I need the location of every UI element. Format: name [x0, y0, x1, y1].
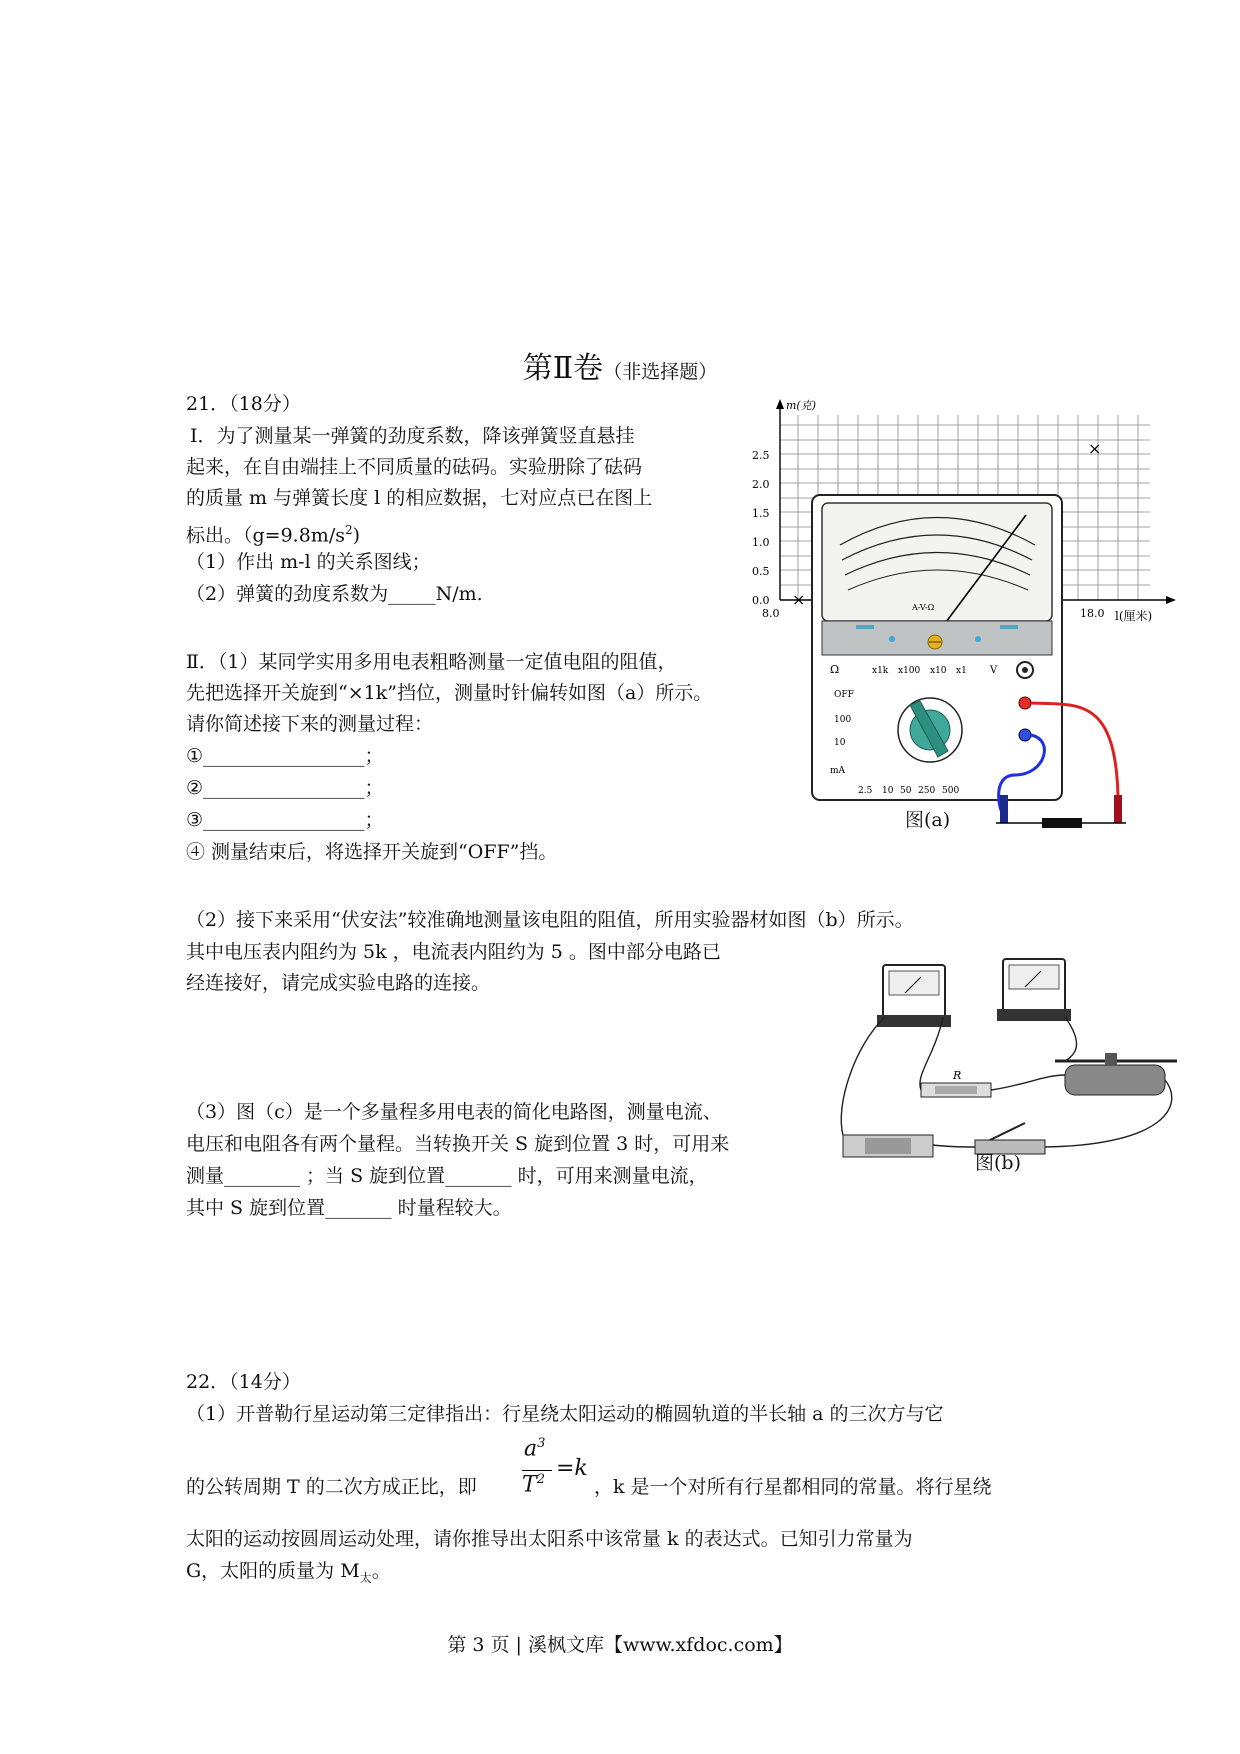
q21-sub3-line2: 电压和电阻各有两个量程。当转换开关 S 旋到位置 3 时，可用来 [186, 1133, 730, 1155]
q22-header: 22．（14分） [186, 1371, 301, 1393]
graph-y-tick-0: 0.0 [752, 594, 770, 607]
graph-y-tick-4: 2.0 [752, 478, 770, 491]
figure-a [752, 395, 1180, 840]
q22-line4: G，太阳的质量为 $M_太$。 [186, 1560, 391, 1585]
meter-label-10: 10 [834, 738, 846, 748]
q21-step-2: ②_________________； [186, 777, 384, 799]
meter-label-off: OFF [834, 690, 854, 700]
q21-step-4: ④ 测量结束后，将选择开关旋到“OFF”挡。 [186, 841, 558, 863]
meter-range-10: 10 [882, 786, 894, 796]
meter-label-x100: x100 [898, 666, 921, 676]
graph-point-mark-origin: × [792, 590, 806, 609]
q21-part2-line3: 请你简述接下来的测量过程： [186, 713, 434, 735]
q21-part1-line1: Ⅰ．为了测量某一弹簧的劲度系数，降该弹簧竖直悬挂 [190, 425, 635, 447]
section-title-sub: （非选择题） [603, 361, 718, 383]
formula-rhs: =k [556, 1456, 588, 1481]
rheostat [1055, 1053, 1177, 1095]
graph-point-mark: × [1088, 439, 1102, 458]
q22-line3: 太阳的运动按圆周运动处理，请你推导出太阳系中该常量 k 的表达式。已知引力常量为 [186, 1528, 913, 1550]
meter-range-500: 500 [942, 786, 960, 796]
q21-sub3-line1: （3）图（c）是一个多量程多用电表的简化电路图，测量电流、 [186, 1101, 722, 1123]
formula-numerator: $a^3$ [524, 1436, 546, 1462]
q21-sub2-line2: 其中电压表内阻约为 5k ，电流表内阻约为 5 。图中部分电路已 [186, 941, 721, 963]
graph-y-tick-5: 2.5 [752, 449, 770, 462]
q21-part2-line1: Ⅱ．（1）某同学实用多用电表粗略测量一定值电阻的阻值， [186, 651, 677, 673]
resistor-label: R [953, 1069, 962, 1082]
resistor [921, 1069, 991, 1097]
q21-part1-question2: （2）弹簧的劲度系数为_____N/m. [186, 583, 483, 605]
graph-y-tick-3: 1.5 [752, 507, 770, 520]
q21-part1-line3: 的质量 m 与弹簧长度 l 的相应数据，七对应点已在图上 [186, 487, 653, 509]
meter-label-100: 100 [834, 715, 852, 725]
q21-part1-line2: 起来，在自由端挂上不同质量的砝码。实验册除了砝码 [186, 456, 643, 478]
ammeter [877, 965, 951, 1027]
meter-range-250: 250 [918, 786, 936, 796]
meter-label-ohm: Ω [830, 663, 840, 676]
graph-y-tick-1: 0.5 [752, 565, 770, 578]
meter-label-v: V [990, 665, 998, 676]
q21-sub2-line3: 经连接好，请完成实验电路的连接。 [186, 972, 491, 994]
meter-label-x1k: x1k [872, 666, 889, 676]
q21-sub3-line4: 其中 S 旋到位置_______ 时量程较大。 [186, 1197, 512, 1219]
q21-part1-gravity: 标出。$(g=9.8m/s^2)$ [186, 523, 361, 547]
q22-line2-prefix: 的公转周期 T 的二次方成正比，即 [186, 1476, 477, 1498]
graph-x-label: l(厘米) [1115, 609, 1153, 623]
q21-part1-question1: （1）作出 m-l 的关系图线； [186, 551, 431, 573]
q21-step-3: ③_________________； [186, 809, 384, 831]
fraction-bar [522, 1470, 552, 1471]
figure-b-circuit [825, 955, 1205, 1175]
section-title-main: 第Ⅱ卷 [522, 351, 604, 386]
meter-scale-text: A-V-Ω [912, 603, 935, 612]
graph-x-tick-0: 8.0 [762, 607, 780, 620]
meter-label-x1: x1 [956, 666, 967, 676]
battery [843, 1135, 933, 1157]
voltmeter [997, 959, 1071, 1021]
meter-range-2-5: 2.5 [858, 786, 873, 796]
graph-x-tick-1: 18.0 [1080, 607, 1105, 620]
section-title [0, 343, 1240, 387]
meter-label-x10: x10 [930, 666, 947, 676]
graph-y-label: m(克) [786, 399, 817, 412]
q21-step-1: ①_________________； [186, 745, 384, 767]
q22-line1: （1）开普勒行星运动第三定律指出：行星绕太阳运动的椭圆轨道的半长轴 a 的三次方与它 [186, 1403, 944, 1425]
meter-range-50: 50 [900, 786, 912, 796]
q22-line2-suffix: ，k 是一个对所有行星都相同的常量。将行星绕 [594, 1476, 992, 1498]
figure-b-caption: 图(b) [975, 1152, 1021, 1174]
q21-sub2-line1: （2）接下来采用“伏安法”较准确地测量该电阻的阻值，所用实验器材如图（b）所示。 [186, 909, 914, 931]
figure-a-caption: 图(a) [905, 809, 951, 831]
page-footer: 第 3 页 | 溪枫文库【www.xfdoc.com】 [447, 1634, 793, 1656]
formula-denominator: $T^2$ [522, 1472, 545, 1498]
q21-part2-line2: 先把选择开关旋到“×1k”挡位，测量时针偏转如图（a）所示。 [186, 682, 713, 704]
q21-sub3-line3: 测量________ ；当 S 旋到位置_______ 时，可用来测量电流， [186, 1165, 708, 1187]
q21-header: 21．（18分） [186, 393, 301, 415]
graph-y-tick-2: 1.0 [752, 536, 770, 549]
meter-label-ma: mA [830, 766, 846, 776]
multimeter [812, 495, 1126, 828]
